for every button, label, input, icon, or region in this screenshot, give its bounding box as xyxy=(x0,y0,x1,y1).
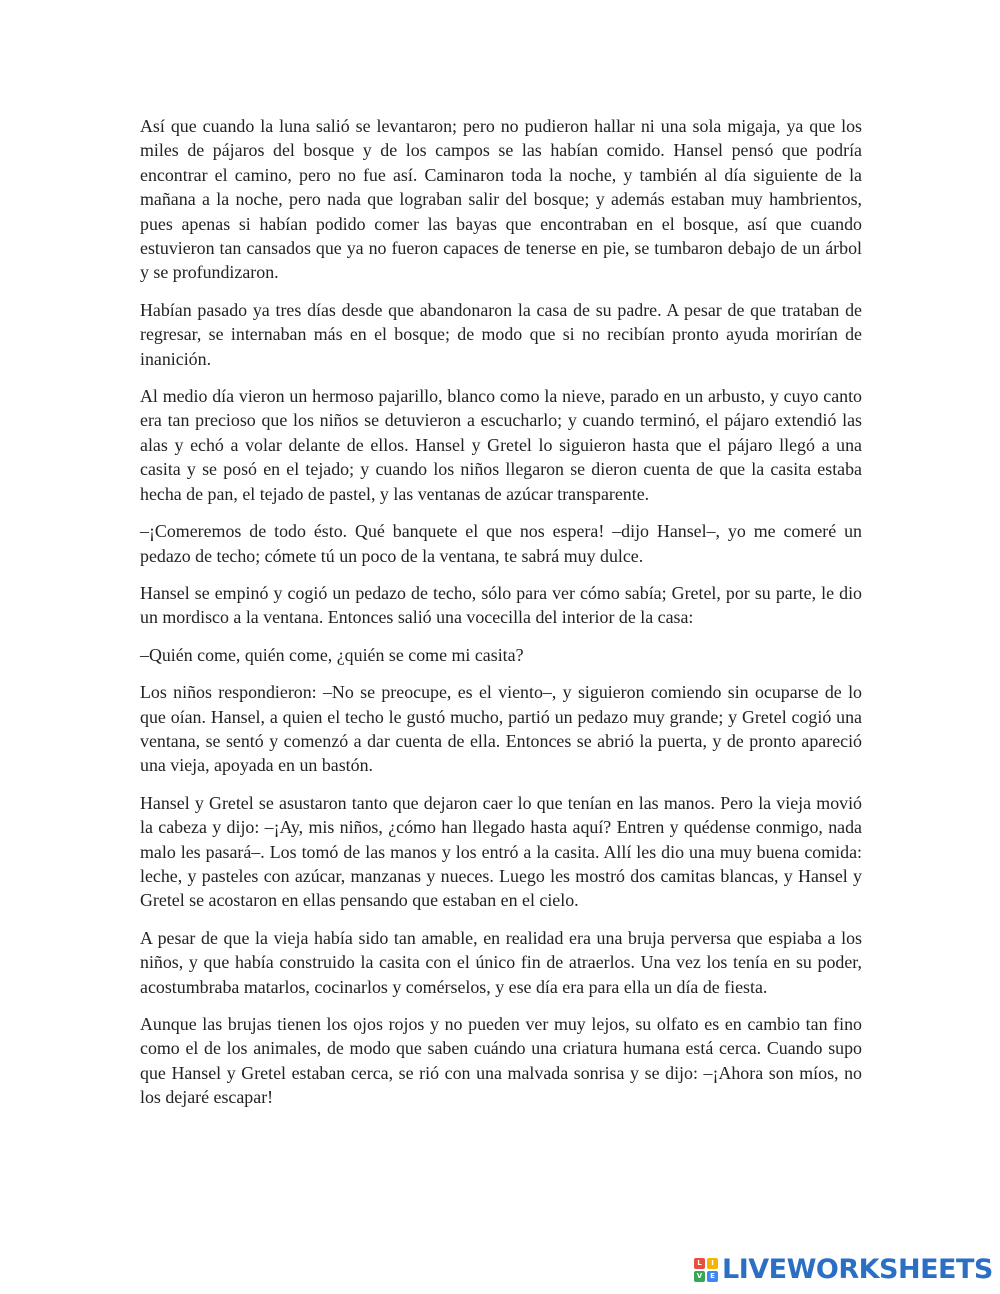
paragraph-7: Los niños respondieron: –No se preocupe, es el viento–, y siguieron comiendo sin ocuparse de lo que oían. Hansel, a quien el techo le gustó mucho, partió un pedazo muy grande; y Gretel cogió una ventana, se sentó y comenzó a dar cuenta de ella. Entonces se abrió la puerta, y de pronto apareció una vieja, apoyada en un bastón. xyxy=(140,682,862,776)
document-body xyxy=(140,114,862,1123)
paragraph-1: Así que cuando la luna salió se levantaron; pero no pudieron hallar ni una sola migaja, ya que los miles de pájaros del bosque y de los campos se las habían comido. Hansel pensó que podría encontrar el camino, pero no fue así. Caminaron toda la noche, y también al día siguiente de la mañana a la noche, pero nada que lograban salir del bosque; y además estaban muy hambrientos, pues apenas si habían podido comer las bayas que encontraban en el bosque, así que cuando estuvieron tan cansados que ya no fueron capaces de tenerse en pie, se tumbaron debajo de un árbol y se profundizaron. xyxy=(140,116,862,283)
logo-mark-v: V xyxy=(694,1271,705,1282)
logo-mark-i: I xyxy=(707,1258,718,1269)
paragraph-5: Hansel se empinó y cogió un pedazo de techo, sólo para ver cómo sabía; Gretel, por su parte, le dio un mordisco a la ventana. Entonces salió una vocecilla del interior de la casa: xyxy=(140,582,862,628)
paragraph-3: Al medio día vieron un hermoso pajarillo, blanco como la nieve, parado en un arbusto, y cuyo canto era tan precioso que los niños se detuvieron a escucharlo; y cuando terminó, el pájaro extendió las alas y echó a volar delante de ellos. Hansel y Gretel lo siguieron hasta que el pájaro llegó a una casita y se posó en el tejado; y cuando los niños llegaron se dieron cuenta de que la casita estaba hecha de pan, el tejado de pastel, y las ventanas de azúcar transparente. xyxy=(140,386,862,504)
paragraph-4: –¡Comeremos de todo ésto. Qué banquete el que nos espera! –dijo Hansel–, yo me comeré un pedazo de techo; cómete tú un poco de la ventana, te sabrá muy dulce. xyxy=(140,521,862,566)
paragraph-8: Hansel y Gretel se asustaron tanto que dejaron caer lo que tenían en las manos. Pero la vieja movió la cabeza y dijo: –¡Ay, mis niños, ¿cómo han llegado hasta aquí? Entren y quédense conmigo, nada malo les pasará–. Los tomó de las manos y los entró a la casita. Allí les dio una muy buena comida: leche, y pasteles con azúcar, manzanas y nueces. Luego les mostró dos camitas blancas, y Hansel y Gretel se acostaron en ellas pensando que estaban en el cielo. xyxy=(140,792,862,911)
paragraph-6: –Quién come, quién come, ¿quién se come mi casita? xyxy=(140,644,524,665)
liveworksheets-logo[interactable] xyxy=(694,1255,993,1285)
liveworksheets-logo-icon xyxy=(694,1258,718,1282)
paragraph-2: Habían pasado ya tres días desde que abandonaron la casa de su padre. A pesar de que trataban de regresar, se internaban más en el bosque; de modo que si no recibían pronto ayuda morirían de inanición. xyxy=(140,299,862,369)
logo-text: LIVEWORKSHEETS xyxy=(722,1254,993,1285)
paragraph-9: A pesar de que la vieja había sido tan amable, en realidad era una bruja perversa que espiaba a los niños, y que había construido la casita con el único fin de atraerlos. Una vez los tenía en su poder, acostumbraba matarlos, cocinarlos y comérselos, y ese día era para ella un día de fiesta. xyxy=(140,927,862,997)
logo-mark-l: L xyxy=(694,1258,705,1269)
paragraph-10: Aunque las brujas tienen los ojos rojos y no pueden ver muy lejos, su olfato es en cambio tan fino como el de los animales, de modo que saben cuándo una criatura humana está cerca. Cuando supo que Hansel y Gretel estaban cerca, se rió con una malvada sonrisa y se dijo: –¡Ahora son míos, no los dejaré escapar! xyxy=(140,1014,862,1108)
logo-mark-e: E xyxy=(707,1271,718,1282)
